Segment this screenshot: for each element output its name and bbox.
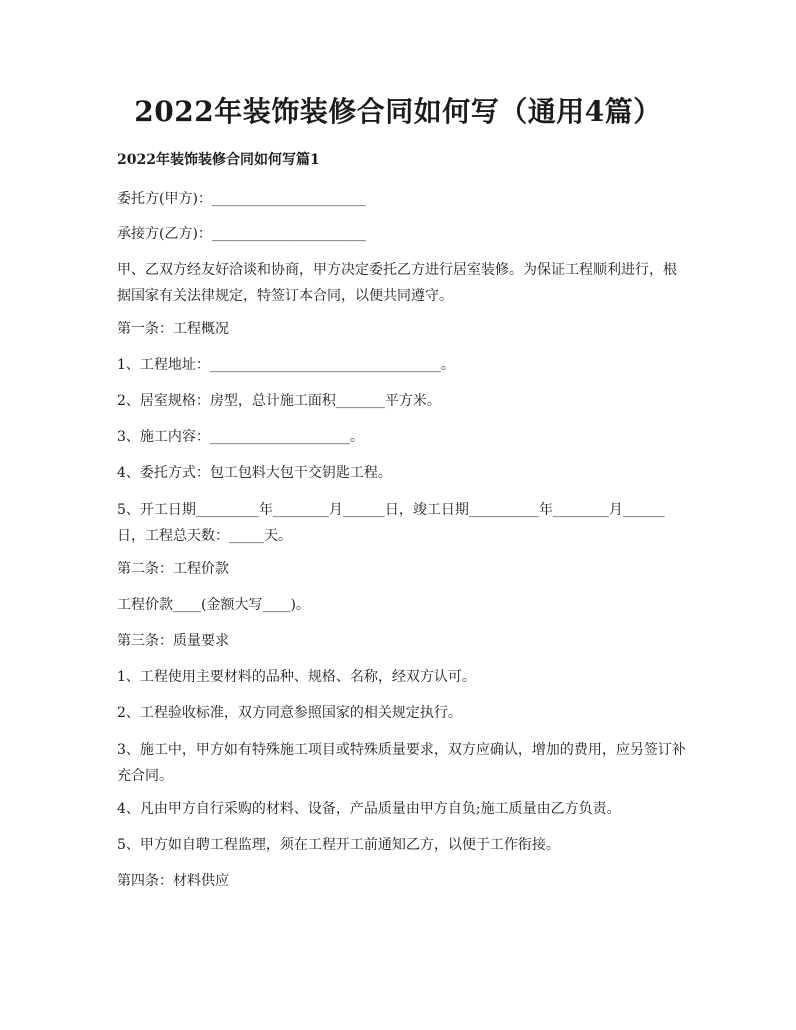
article-1-heading: 第一条：工程概况 bbox=[117, 321, 229, 337]
intro-paragraph: 甲、乙双方经友好洽谈和协商，甲方决定委托乙方进行居室装修。为保证工程顺利进行，根据国家有关法律规定，特签订本合同，以便共同遵守。 bbox=[117, 262, 677, 304]
article-3-item-4: 4、凡由甲方自行采购的材料、设备，产品质量由甲方自负;施工质量由乙方负责。 bbox=[117, 801, 621, 817]
article-1-item-3: 3、施工内容：____________________。 bbox=[117, 429, 364, 445]
party-a-line: 委托方(甲方)：______________________ bbox=[117, 191, 366, 207]
article-2-heading: 第二条：工程价款 bbox=[117, 561, 229, 577]
article-2-body: 工程价款____(金额大写____)。 bbox=[117, 597, 310, 613]
article-3-item-3: 3、施工中，甲方如有特殊施工项目或特殊质量要求，双方应确认，增加的费用，应另签订补充合同。 bbox=[117, 742, 686, 784]
article-3-item-2: 2、工程验收标准，双方同意参照国家的相关规定执行。 bbox=[117, 705, 462, 721]
party-b-line: 承接方(乙方)：______________________ bbox=[117, 226, 366, 242]
article-3-item-5: 5、甲方如自聘工程监理，须在工程开工前通知乙方，以便于工作衔接。 bbox=[117, 837, 560, 853]
article-3-item-1: 1、工程使用主要材料的品种、规格、名称，经双方认可。 bbox=[117, 669, 476, 685]
article-4-heading: 第四条：材料供应 bbox=[117, 873, 229, 889]
article-1-item-4: 4、委托方式：包工包料大包干交钥匙工程。 bbox=[117, 465, 392, 481]
section-subtitle: 2022年装饰装修合同如何写篇1 bbox=[117, 152, 320, 168]
article-1-item-1: 1、工程地址：_________________________________。 bbox=[117, 357, 455, 373]
article-1-item-2: 2、居室规格：房型，总计施工面积_______平方米。 bbox=[117, 393, 441, 409]
article-3-heading: 第三条：质量要求 bbox=[117, 633, 229, 649]
document-title: 2022年装饰装修合同如何写（通用4篇） bbox=[134, 95, 662, 128]
article-1-item-5: 5、开工日期_________年________月______日，竣工日期__________年________月______日，工程总天数：_____天。 bbox=[117, 502, 665, 544]
